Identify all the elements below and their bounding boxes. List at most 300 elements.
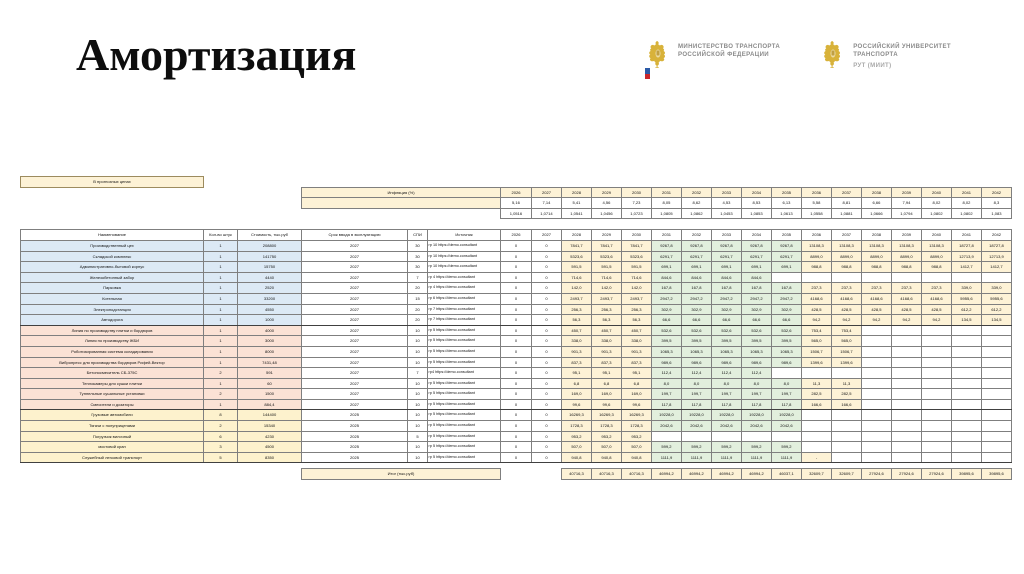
row-year-value-cell [982,357,1012,368]
row-source-cell[interactable]: гр 4 https://demo.consultant [428,283,501,294]
row-source-cell[interactable]: гр 5 https://demo.consultant [428,336,501,347]
row-year-value-cell: 599,2 [712,442,742,453]
inflation-coefficient-value: 1,0558 [802,208,832,219]
row-cost-cell: 4440 [238,272,302,283]
row-year-value-cell [892,336,922,347]
row-year-value-cell: 6291,7 [772,251,802,262]
row-year-value-cell: 112,4 [742,368,772,379]
row-year-value-cell [952,442,982,453]
row-year-value-cell: 599,2 [742,442,772,453]
empty-cell [592,177,622,188]
row-year-value-cell: 0 [501,272,532,283]
row-spi-cell: 30 [408,240,428,251]
empty-cell [982,177,1012,188]
row-year-value-cell [802,421,832,432]
empty-cell [682,177,712,188]
row-spi-cell: 15 [408,293,428,304]
row-year-value-cell: 0 [532,389,562,400]
row-year-value-cell: 5323,6 [622,251,652,262]
row-start-year-cell: 2027 [302,262,408,273]
empty-cell [204,469,238,480]
row-cost-cell: 4000 [238,325,302,336]
row-year-value-cell [952,399,982,410]
row-year-value-cell: 0 [501,336,532,347]
row-year-value-cell: 988,8 [892,262,922,273]
row-year-value-cell: 2947,2 [772,293,802,304]
year-header: 2033 [712,187,742,198]
row-year-value-cell [862,336,892,347]
row-source-cell[interactable]: гр 5 https://demo.consultant [428,378,501,389]
row-year-value-cell: 0 [532,410,562,421]
row-year-value-cell: 0 [532,336,562,347]
table-row [21,452,1012,463]
row-year-value-cell: 428,5 [862,304,892,315]
row-year-value-cell: 8899,0 [892,251,922,262]
row-source-cell[interactable]: гр4 https://demo.consultant [428,368,501,379]
empty-cell [302,177,408,188]
row-year-value-cell [862,378,892,389]
row-year-value-cell: 94,2 [832,315,862,326]
row-year-value-cell: 9267,8 [772,240,802,251]
row-year-value-cell: 0 [532,315,562,326]
inflation-coefficient-value: 1,0802 [952,208,982,219]
year-column-header: 2036 [802,230,832,241]
row-start-year-cell: 2027 [302,378,408,389]
row-year-value-cell: 117,8 [652,399,682,410]
university-logo-line3: РУТ (МИИТ) [853,61,892,69]
row-qty-cell: 1 [204,357,238,368]
empty-cell [204,187,238,198]
row-year-value-cell: 0 [532,251,562,262]
row-name-cell: Погрузчик вилочный [21,431,204,442]
row-year-value-cell: 0 [501,399,532,410]
table-row [21,283,1012,294]
row-qty-cell: 1 [204,293,238,304]
row-year-value-cell: 117,8 [742,399,772,410]
row-year-value-cell [892,272,922,283]
row-year-value-cell: 302,9 [712,304,742,315]
table-row [21,421,1012,432]
row-year-value-cell [832,442,862,453]
row-year-value-cell [832,272,862,283]
row-spi-cell: 30 [408,251,428,262]
row-cost-cell: 144400 [238,410,302,421]
row-year-value-cell: 19228,0 [742,410,772,421]
row-year-value-cell: 8899,0 [802,251,832,262]
row-cost-cell: 8350 [238,452,302,463]
amortization-spreadsheet [20,176,1024,480]
row-year-value-cell: 901,3 [622,346,652,357]
row-year-value-cell [952,421,982,432]
row-year-value-cell [772,431,802,442]
inflation-percent-value: 8,02 [952,198,982,209]
row-year-value-cell: 2947,2 [742,293,772,304]
table-row [21,336,1012,347]
row-year-value-cell [922,336,952,347]
row-year-value-cell: 237,3 [832,283,862,294]
row-spi-cell: 20 [408,304,428,315]
row-year-value-cell [922,389,952,400]
row-year-value-cell: 117,8 [682,399,712,410]
row-year-value-cell [802,272,832,283]
row-qty-cell: 1 [204,315,238,326]
row-source-cell[interactable]: гр 6 https://demo.consultant [428,293,501,304]
year-header: 2035 [772,187,802,198]
row-name-cell: Электроподстанция [21,304,204,315]
total-value-cell: 27924,6 [892,469,922,480]
empty-cell [712,177,742,188]
row-spi-cell: 10 [408,357,428,368]
row-year-value-cell: 66,6 [652,315,682,326]
row-year-value-cell: 428,5 [922,304,952,315]
row-qty-cell: 2 [204,368,238,379]
year-header: 2032 [682,187,712,198]
row-year-value-cell: 99,6 [562,399,592,410]
empty-cell [238,177,302,188]
table-row [21,251,1012,262]
row-start-year-cell: 2027 [302,304,408,315]
row-cost-cell: 884,4 [238,399,302,410]
inflation-percent-value: 8,62 [682,198,712,209]
row-year-value-cell [802,368,832,379]
row-source-cell[interactable]: гр 5 https://demo.consultant [428,346,501,357]
row-name-cell: Складской комплекс [21,251,204,262]
row-year-value-cell: 9267,8 [682,240,712,251]
row-start-year-cell: 2027 [302,240,408,251]
row-year-value-cell: 901,3 [562,346,592,357]
row-source-cell[interactable]: гр 5 https://demo.consultant [428,421,501,432]
year-header: 2029 [592,187,622,198]
row-year-value-cell: 6291,7 [682,251,712,262]
row-year-value-cell [862,421,892,432]
row-year-value-cell: 199,7 [652,389,682,400]
row-year-value-cell: 844,6 [712,272,742,283]
row-year-value-cell: 1065,3 [772,346,802,357]
row-year-value-cell [922,378,952,389]
row-year-value-cell: 142,0 [622,283,652,294]
inflation-percent-value: 8,02 [922,198,952,209]
row-year-value-cell: 237,3 [922,283,952,294]
empty-cell [742,177,772,188]
row-start-year-cell: 2027 [302,357,408,368]
year-column-header: 2033 [712,230,742,241]
inflation-percent-value: 8,3 [982,198,1012,209]
row-year-value-cell: 0 [501,315,532,326]
row-year-value-cell: 507,0 [562,442,592,453]
total-value-cell [532,469,562,480]
row-source-cell[interactable]: гр 7 https://demo.consultant [428,315,501,326]
total-value-cell: 46037,1 [772,469,802,480]
year-column-header: 2030 [622,230,652,241]
row-qty-cell: 1 [204,251,238,262]
row-start-year-cell: 2025 [302,442,408,453]
row-year-value-cell: 1728,3 [592,421,622,432]
row-year-value-cell [862,431,892,442]
row-source-cell[interactable]: гр 4 https://demo.consultant [428,272,501,283]
empty-cell [772,177,802,188]
row-year-value-cell: 0 [532,293,562,304]
row-year-value-cell: 9267,8 [652,240,682,251]
row-start-year-cell: 2025 [302,421,408,432]
row-qty-cell: 1 [204,283,238,294]
row-year-value-cell [772,368,802,379]
year-column-header: 2031 [652,230,682,241]
row-year-value-cell [982,389,1012,400]
empty-cell [428,208,501,219]
row-year-value-cell: 5955,6 [982,293,1012,304]
row-name-cell: Парковка [21,283,204,294]
year-header: 2031 [652,187,682,198]
ministry-of-transport-logo [645,38,780,68]
row-year-value-cell: 0 [501,283,532,294]
row-year-value-cell: 565,0 [832,336,862,347]
inflation-percent-value: 8,05 [652,198,682,209]
inflation-coefficient-value: 1,0516 [501,208,532,219]
inflation-coefficient-value: 1,0453 [712,208,742,219]
row-year-value-cell: 167,8 [712,283,742,294]
row-year-value-cell [922,272,952,283]
row-source-cell[interactable]: гр 7 https://demo.consultant [428,304,501,315]
slide-header [0,0,1024,150]
row-year-value-cell: 612,2 [982,304,1012,315]
row-year-value-cell [892,346,922,357]
row-qty-cell: 2 [204,421,238,432]
table-row [21,293,1012,304]
row-year-value-cell: 1111,9 [772,452,802,463]
row-year-value-cell [832,452,862,463]
university-logo-line2: ТРАНСПОРТА [853,51,898,59]
row-year-value-cell: 8,0 [772,378,802,389]
row-year-value-cell: 565,0 [802,336,832,347]
row-year-value-cell: 428,5 [832,304,862,315]
row-cost-cell: 3000 [238,336,302,347]
row-year-value-cell: 6291,7 [652,251,682,262]
university-logo-line1: РОССИЙСКИЙ УНИВЕРСИТЕТ [853,43,951,50]
row-year-value-cell: 167,8 [652,283,682,294]
total-value-cell: 39895,6 [952,469,982,480]
row-year-value-cell: 844,6 [742,272,772,283]
row-name-cell: Котельная [21,293,204,304]
row-start-year-cell: 2027 [302,272,408,283]
row-year-value-cell [892,399,922,410]
inflation-coefficient-value: 1,0794 [892,208,922,219]
row-year-value-cell: 4168,6 [922,293,952,304]
row-cost-cell: 4550 [238,304,302,315]
row-year-value-cell: 1065,3 [712,346,742,357]
row-source-cell[interactable]: гр 5 https://demo.consultant [428,442,501,453]
column-header: Наименование [21,230,204,241]
row-year-value-cell: 94,2 [922,315,952,326]
inflation-percent-value: 7,94 [892,198,922,209]
row-year-value-cell [772,272,802,283]
row-year-value-cell: 0 [532,272,562,283]
row-qty-cell: 2 [204,389,238,400]
inflation-percent-value: 8,81 [832,198,862,209]
row-source-cell[interactable]: гр 5 https://demo.consultant [428,410,501,421]
row-year-value-cell: 134,5 [982,315,1012,326]
row-source-cell[interactable]: гр 5 https://demo.consultant [428,389,501,400]
row-source-cell[interactable]: гр 10 https://demo.consultant [428,251,501,262]
row-year-value-cell: 0 [501,251,532,262]
row-year-value-cell: 4168,6 [832,293,862,304]
row-year-value-cell: 0 [532,325,562,336]
row-year-value-cell [892,368,922,379]
row-year-value-cell: 0 [532,262,562,273]
table-row [21,389,1012,400]
row-year-value-cell: 2947,2 [682,293,712,304]
row-year-value-cell: 19228,0 [772,410,802,421]
row-year-value-cell: 2493,7 [622,293,652,304]
table-row [21,325,1012,336]
row-year-value-cell: 16269,3 [562,410,592,421]
row-year-value-cell: 1412,7 [952,262,982,273]
row-year-value-cell [862,442,892,453]
row-year-value-cell: 302,9 [742,304,772,315]
row-source-cell[interactable]: гр 5 https://demo.consultant [428,325,501,336]
row-year-value-cell [922,431,952,442]
row-year-value-cell [892,452,922,463]
row-year-value-cell: 8,0 [682,378,712,389]
total-value-cell: 27924,6 [922,469,952,480]
row-spi-cell: 10 [408,442,428,453]
row-start-year-cell: 2027 [302,283,408,294]
row-cost-cell: 60 [238,378,302,389]
row-spi-cell: 10 [408,410,428,421]
row-source-cell[interactable]: гр 5 https://demo.consultant [428,431,501,442]
row-year-value-cell: 11,3 [802,378,832,389]
empty-cell [21,208,204,219]
row-year-value-cell: 988,8 [802,262,832,273]
row-year-value-cell: 2042,6 [682,421,712,432]
row-spi-cell: 10 [408,346,428,357]
row-year-value-cell: 19228,0 [652,410,682,421]
row-source-cell[interactable]: гр 10 https://demo.consultant [428,240,501,251]
row-year-value-cell: 0 [501,325,532,336]
year-header: 2027 [532,187,562,198]
year-column-header: 2026 [501,230,532,241]
row-year-value-cell: 599,2 [652,442,682,453]
year-header: 2041 [952,187,982,198]
inflation-percent-row [21,198,1012,209]
empty-cell [428,177,501,188]
empty-cell [408,208,428,219]
year-header: 2026 [501,187,532,198]
row-year-value-cell: 5955,6 [952,293,982,304]
row-year-value-cell [862,325,892,336]
inflation-percent-value: 4,56 [592,198,622,209]
row-year-value-cell [922,399,952,410]
total-value-cell [501,469,532,480]
table-row [21,442,1012,453]
row-year-value-cell: 19228,0 [682,410,712,421]
row-year-value-cell [652,431,682,442]
row-year-value-cell: 0 [532,304,562,315]
empty-cell [204,177,238,188]
row-year-value-cell: 507,0 [592,442,622,453]
inflation-coefficient-value: 1,0613 [772,208,802,219]
inflation-coefficient-value: 1,0666 [862,208,892,219]
row-name-cell: мостовой кран [21,442,204,453]
row-year-value-cell [832,368,862,379]
row-year-value-cell: 8899,0 [832,251,862,262]
row-cost-cell: 15750 [238,262,302,273]
row-spi-cell: 10 [408,421,428,432]
row-year-value-cell: 1065,3 [652,346,682,357]
row-qty-cell: 1 [204,262,238,273]
row-cost-cell: 208800 [238,240,302,251]
column-header: Кол-во штук [204,230,238,241]
table-row [21,240,1012,251]
row-year-value-cell [892,357,922,368]
row-year-value-cell: 117,8 [712,399,742,410]
row-year-value-cell: 338,0 [622,336,652,347]
row-year-value-cell: 2947,2 [652,293,682,304]
row-year-value-cell: 1399,6 [832,357,862,368]
row-source-cell[interactable]: гр 5 https://demo.consultant [428,357,501,368]
row-year-value-cell: 989,6 [652,357,682,368]
empty-cell [562,177,592,188]
row-year-value-cell: 66,6 [742,315,772,326]
row-year-value-cell: 0 [532,368,562,379]
row-year-value-cell: 4168,6 [802,293,832,304]
row-start-year-cell: 2027 [302,336,408,347]
row-year-value-cell: 450,7 [622,325,652,336]
year-column-header: 2029 [592,230,622,241]
row-year-value-cell: 169,0 [622,389,652,400]
row-year-value-cell: 1728,3 [622,421,652,432]
row-year-value-cell: 166,6 [832,399,862,410]
row-year-value-cell: 0 [501,368,532,379]
row-source-cell[interactable]: гр 10 https://demo.consultant [428,262,501,273]
row-year-value-cell: 4168,6 [862,293,892,304]
row-year-value-cell: 753,4 [832,325,862,336]
row-year-value-cell: 237,3 [862,283,892,294]
year-header: 2030 [622,187,652,198]
year-column-header: 2028 [562,230,592,241]
row-year-value-cell: 0 [532,378,562,389]
row-year-value-cell: 1111,9 [742,452,772,463]
row-year-value-cell: 7841,7 [622,240,652,251]
row-year-value-cell [952,346,982,357]
row-year-value-cell: 95,1 [592,368,622,379]
row-year-value-cell: 13108,3 [832,240,862,251]
empty-cell [802,177,832,188]
row-year-value-cell [922,357,952,368]
row-source-cell[interactable]: гр 5 https://demo.consultant [428,399,501,410]
row-start-year-cell: 2025 [302,452,408,463]
year-header: 2034 [742,187,772,198]
row-year-value-cell: 699,1 [742,262,772,273]
row-year-value-cell: 399,5 [772,336,802,347]
row-year-value-cell: 95,1 [622,368,652,379]
row-qty-cell: 8 [204,410,238,421]
row-qty-cell: 1 [204,240,238,251]
russian-flag-stripe-icon [645,63,650,79]
total-value-cell: 46994,2 [742,469,772,480]
row-name-cell: Теплокамеры для сушки плитки [21,378,204,389]
row-year-value-cell [892,431,922,442]
row-year-value-cell: 0 [501,346,532,357]
row-qty-cell: 1 [204,399,238,410]
row-year-value-cell: 19228,0 [712,410,742,421]
row-source-cell[interactable]: гр 5 https://demo.consultant [428,452,501,463]
row-year-value-cell: 338,0 [592,336,622,347]
row-year-value-cell: 2042,6 [742,421,772,432]
row-year-value-cell: 532,6 [772,325,802,336]
row-year-value-cell: 1506,7 [832,346,862,357]
row-year-value-cell: 18727,8 [952,240,982,251]
row-year-value-cell: 169,0 [592,389,622,400]
